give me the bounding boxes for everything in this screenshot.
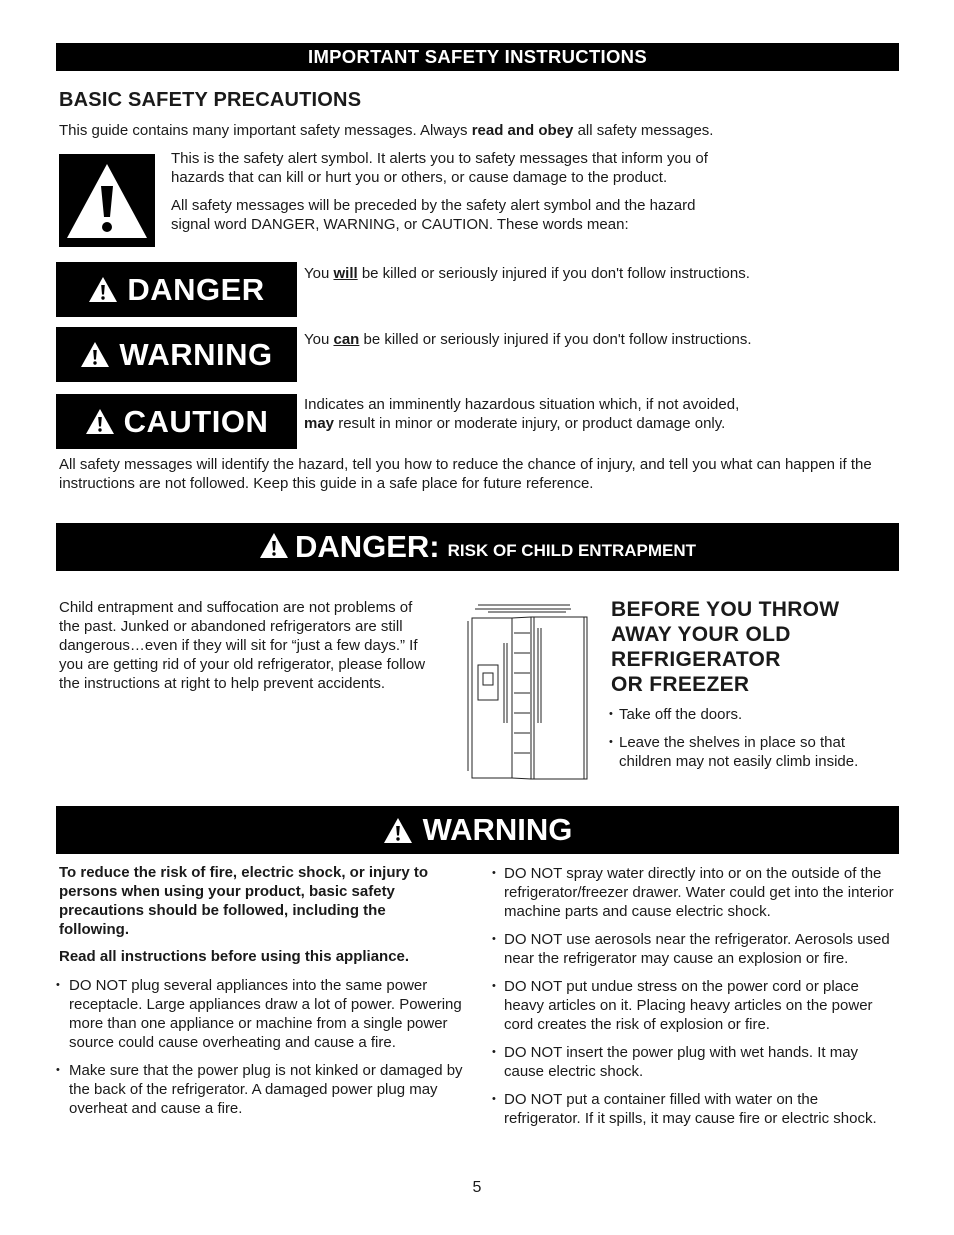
read-all-instructions: Read all instructions before using this appliance. (59, 948, 410, 965)
caution-alert-icon (85, 408, 115, 435)
list-item: • DO NOT insert the power plug with wet hands. It may cause electric shock. (492, 1043, 897, 1081)
refrigerator-icon (458, 603, 588, 781)
caution-meaning: Indicates an imminently hazardous situation which, if not avoided, may result in minor or moderate injury, or product damage only. (304, 396, 740, 432)
list-item: • DO NOT put a container filled with water on the refrigerator. If it spills, it may cause fire or electric shock. (492, 1090, 897, 1128)
caution-signal-box (56, 394, 297, 449)
closing-paragraph: All safety messages will identify the hazard, tell you how to reduce the chance of injury, and tell you what can happen if the instructions are not followed. Keep this guide in a safe place for future reference. (59, 456, 872, 492)
list-item: • DO NOT use aerosols near the refrigerator. Aerosols used near the refrigerator may cause an explosion or fire. (492, 930, 897, 968)
child-danger-banner (56, 523, 899, 571)
refrigerator-illustration (458, 603, 588, 781)
list-item: • Make sure that the power plug is not kinked or damaged by the back of the refrigerator. A damaged power plug may overheat and cause a fire. (56, 1061, 466, 1118)
list-item: • DO NOT put undue stress on the power cord or place heavy articles on it. Placing heavy articles on the power cord creates the risk of explosion or fire. (492, 977, 897, 1034)
warning-signal-box (56, 327, 297, 382)
warning-alert-icon (80, 341, 110, 368)
alert-text-1: This is the safety alert symbol. It alerts you to safety messages that inform you of hazards that can kill or hurt you or others, or cause damage to the product. (171, 150, 708, 186)
basic-intro: This guide contains many important safety messages. Always read and obey all safety messages. (59, 122, 714, 139)
header-bar (56, 43, 899, 71)
danger-meaning: You will be killed or seriously injured if you don't follow instructions. (304, 265, 750, 282)
child-entrapment-text: Child entrapment and suffocation are not problems of the past. Junked or abandoned refrigerators are still dangerous…even if they will sit for “just a few days.” If you are getting rid of your old refrigerator, please follow the instructions at right to help prevent accidents. (59, 599, 426, 692)
list-item: • Leave the shelves in place so that children may not easily climb inside. (609, 733, 884, 771)
child-danger-word: DANGER: (294, 529, 440, 564)
danger-label: DANGER (127, 271, 265, 307)
warning-label: WARNING (119, 336, 273, 372)
warning-banner-alert-icon (383, 817, 413, 844)
caution-label: CAUTION (123, 403, 269, 439)
warning-left-bullets (56, 976, 466, 1127)
danger-alert-icon (88, 276, 118, 303)
alert-text-2: All safety messages will be preceded by the safety alert symbol and the hazard signal word DANGER, WARNING, or CAUTION. These words mean: (171, 197, 696, 233)
page-number: 5 (472, 1179, 482, 1196)
warning-meaning: You can be killed or seriously injured if you don't follow instructions. (304, 331, 752, 348)
header-title: IMPORTANT SAFETY INSTRUCTIONS (308, 46, 647, 67)
alert-triangle-icon (59, 154, 155, 247)
child-bullets (609, 705, 884, 780)
before-you-throw-heading: BEFORE YOU THROW AWAY YOUR OLD REFRIGERATOR OR FREEZER (611, 598, 840, 696)
warning-bold-intro: To reduce the risk of fire, electric shock, or injury to persons when using your product, basic safety precautions should be followed, including the following. (59, 864, 428, 938)
safety-alert-symbol (59, 154, 155, 247)
warning-right-bullets (492, 864, 897, 1137)
danger-signal-box (56, 262, 297, 317)
list-item: • DO NOT plug several appliances into the same power receptacle. Large appliances draw a lot of power. Powering more than one appliance or machine from a single power source could cause overheating and cause a fire. (56, 976, 466, 1052)
child-danger-subtitle: RISK OF CHILD ENTRAPMENT (447, 541, 697, 560)
list-item: • Take off the doors. (609, 705, 884, 724)
warning-banner-label: WARNING (422, 812, 573, 847)
warning-banner (56, 806, 899, 854)
basic-heading: BASIC SAFETY PRECAUTIONS (59, 89, 362, 111)
list-item: • DO NOT spray water directly into or on the outside of the refrigerator/freezer drawer. Water could get into the interior machine parts and cause electric shock. (492, 864, 897, 921)
child-danger-alert-icon (259, 532, 289, 559)
